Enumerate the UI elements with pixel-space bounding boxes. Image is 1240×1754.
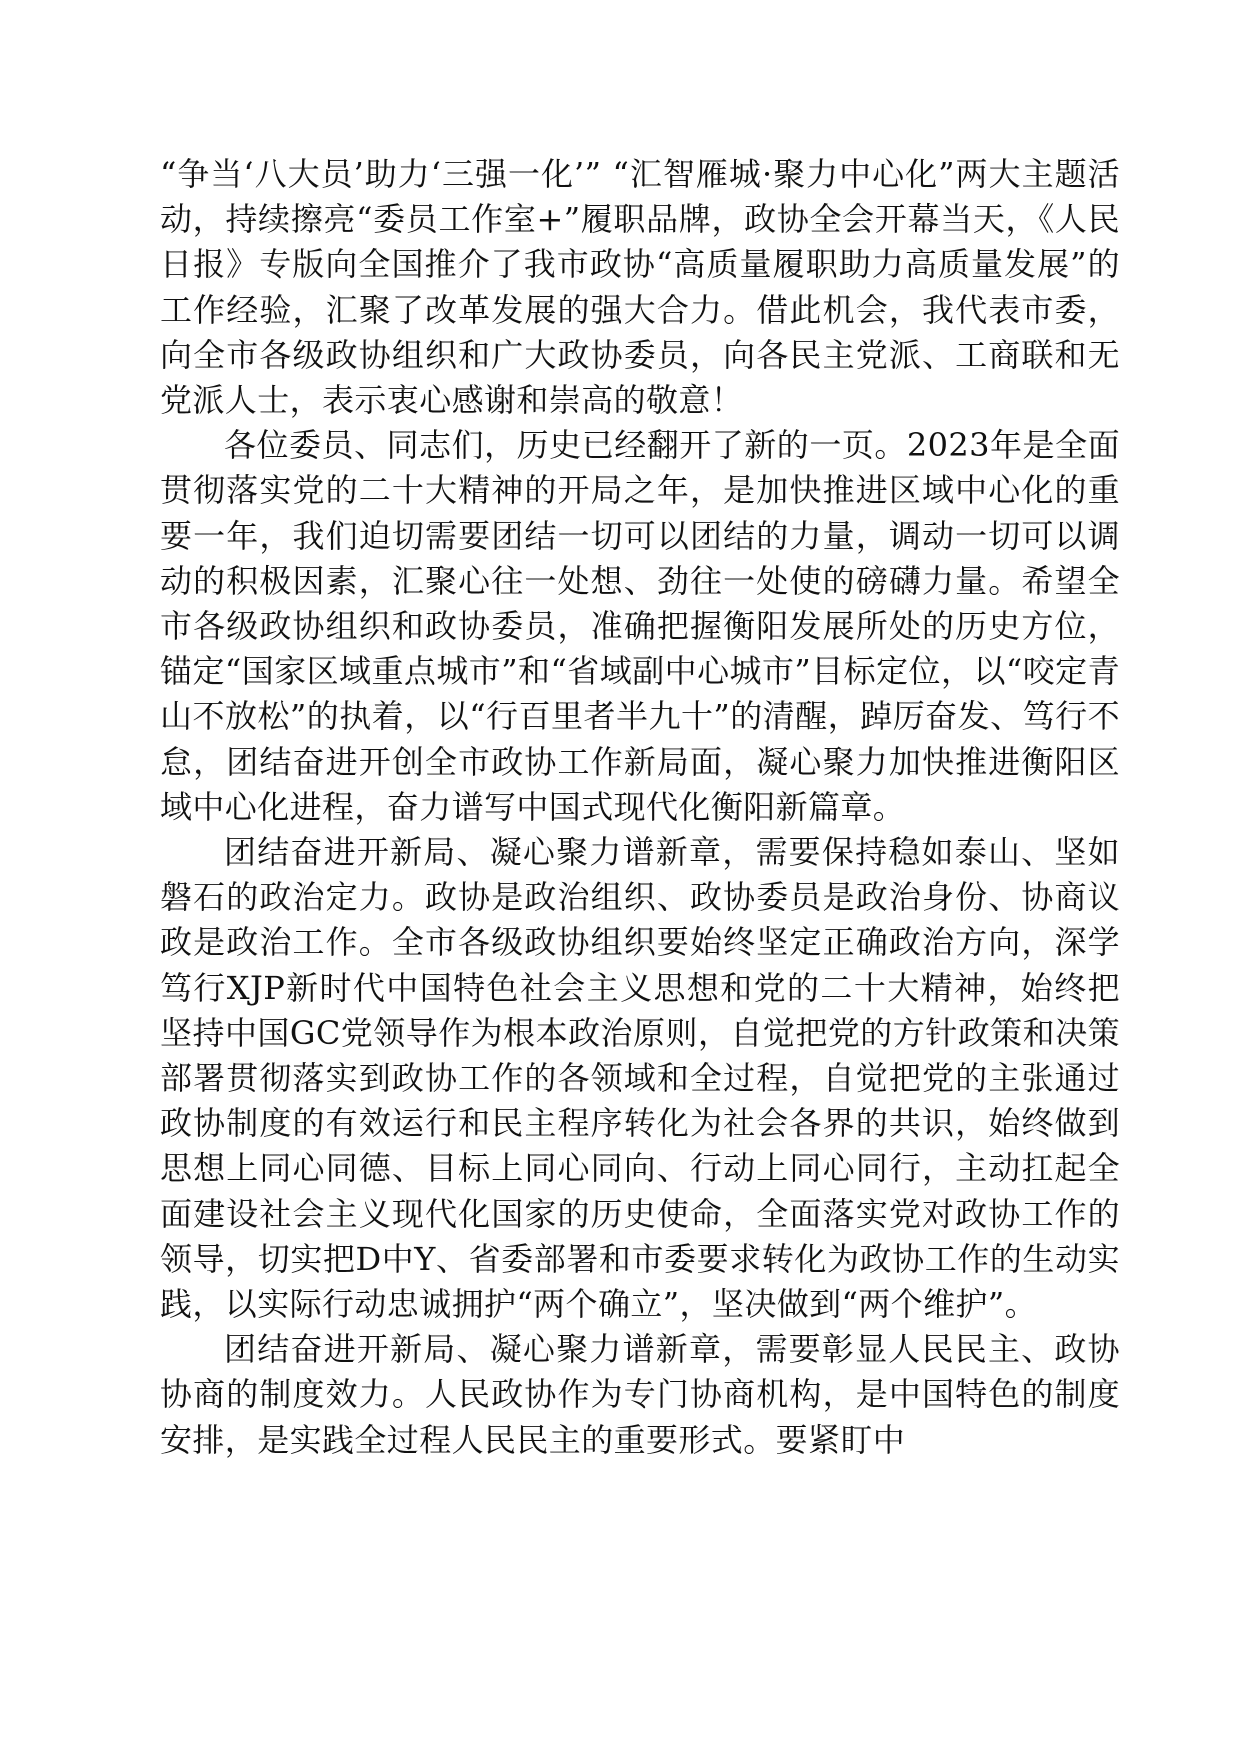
paragraph-2: 各位委员、同志们，历史已经翻开了新的一页。2023年是全面贯彻落实党的二十大精神的开局之年，是加快推进区域中心化的重要一年，我们迫切需要团结一切可以团结的力量，调动一切可以调动的积极因素，汇聚心往一处想、劲往一处使的磅礴力量。希望全市各级政协组织和政协委员，准确把握衡阳发展所处的历史方位，锚定“国家区域重点城市”和“省域副中心城市”目标定位，以“咬定青山不放松”的执着，以“行百里者半九十”的清醒，踔厉奋发、笃行不怠，团结奋进开创全市政协工作新局面，凝心聚力加快推进衡阳区域中心化进程，奋力谱写中国式现代化衡阳新篇章。 <box>160 426 1120 826</box>
document-body <box>160 152 1120 1463</box>
paragraph-1: “争当‘八大员’助力‘三强一化’” “汇智雁城·聚力中心化”两大主题活动，持续擦亮“委员工作室+”履职品牌，政协全会开幕当天，《人民日报》专版向全国推介了我市政协“高质量履职助力高质量发展”的工作经验，汇聚了改革发展的强大合力。借此机会，我代表市委，向全市各级政协组织和广大政协委员，向各民主党派、工商联和无党派人士，表示衷心感谢和崇高的敬意！ <box>160 155 1120 420</box>
paragraph-4: 团结奋进开新局、凝心聚力谱新章，需要彰显人民民主、政协协商的制度效力。人民政协作为专门协商机构，是中国特色的制度安排，是实践全过程人民民主的重要形式。要紧盯中 <box>160 1330 1120 1459</box>
paragraph-3: 团结奋进开新局、凝心聚力谱新章，需要保持稳如泰山、坚如磐石的政治定力。政协是政治组织、政协委员是政治身份、协商议政是政治工作。全市各级政协组织要始终坚定正确政治方向，深学笃行XJP新时代中国特色社会主义思想和党的二十大精神，始终把坚持中国GC党领导作为根本政治原则，自觉把党的方针政策和决策部署贯彻落实到政协工作的各领域和全过程，自觉把党的主张通过政协制度的有效运行和民主程序转化为社会各界的共识，始终做到思想上同心同德、目标上同心同向、行动上同心同行，主动扛起全面建设社会主义现代化国家的历史使命，全面落实党对政协工作的领导，切实把D中Y、省委部署和市委要求转化为政协工作的生动实践，以实际行动忠诚拥护“两个确立”，坚决做到“两个维护”。 <box>160 833 1120 1324</box>
